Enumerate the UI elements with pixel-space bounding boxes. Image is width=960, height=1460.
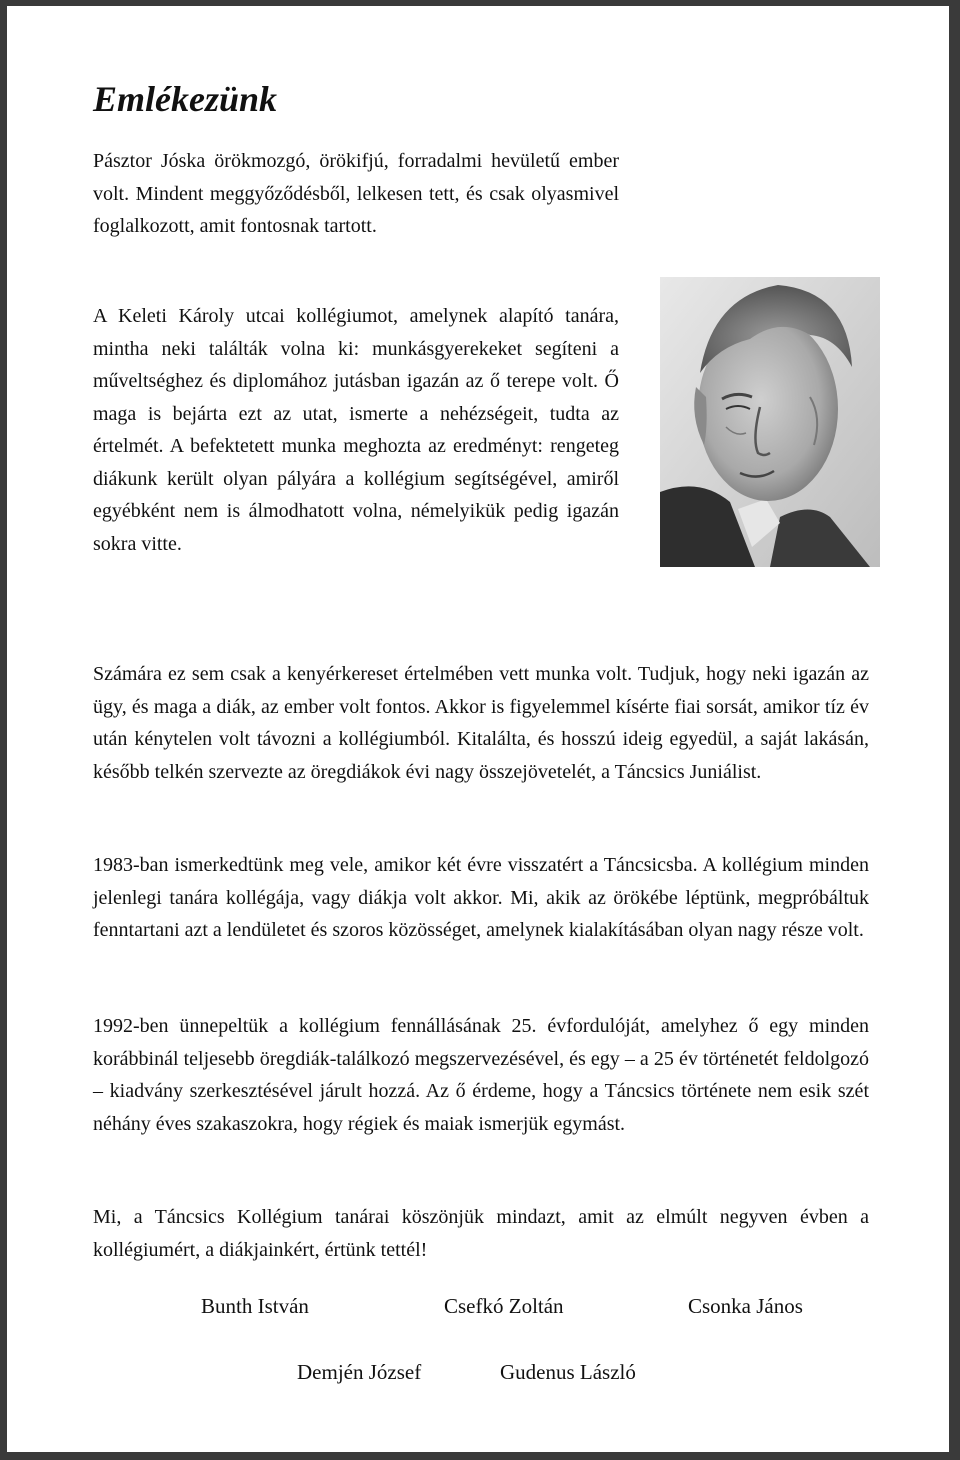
- paragraph-4: 1983-ban ismerkedtünk meg vele, amikor két évre visszatért a Táncsicsba. A kollégium minden jelenlegi tanára kollégája, vagy diákja volt akkor. Mi, akik az örökébe léptünk, megpróbáltuk fenntartani azt a lendületet és szoros közösséget, amelynek kialakításában olyan nagy része volt.: [93, 854, 869, 941]
- signature-name: Demjén József: [297, 1360, 422, 1384]
- paragraph-5: 1992-ben ünnepeltük a kollégium fennállásának 25. évfordulóját, amelyhez ő egy minden korábbinál teljesebb öregdiák-találkozó megszervezésével, és egy – a 25 év történetét feldolgozó – kiadvány szerkesztésével járult hozzá. Az ő érdeme, hogy a Táncsics története nem esik szét néhány éves szakaszokra, hogy régiek és maiak ismerjük egymást.: [93, 1015, 869, 1135]
- paragraph-2: A Keleti Károly utcai kollégiumot, amelynek alapító tanára, mintha neki találták volna ki: munkásgyerekeket segíteni a műveltséghez és diplomához jutásban igazán az ő terepe volt. Ő maga is bejárta ezt az utat, ismerte a nehézségeit, tudta az értelmét. A befektetett munka meghozta az eredményt: rengeteg diákunk került olyan pályára a kollégium segítségével, amiről egyébként nem is álmodhatott volna, némelyikük pedig igazán sokra vitte.: [93, 305, 619, 555]
- paragraph-3: Számára ez sem csak a kenyérkereset értelmében vett munka volt. Tudjuk, hogy neki igazán az ügy, és maga a diák, az ember volt fontos. Akkor is figyelemmel kísérte fiai sorsát, amikor tíz év után kénytelen volt távozni a kollégiumból. Kitalálta, és hosszú ideig egyedül, a saját lakásán, később telkén szervezte az öregdiákok évi nagy összejövetelét, a Táncsics Juniálist.: [93, 663, 869, 783]
- paragraph-1: Pásztor Jóska örökmozgó, örökifjú, forradalmi hevületű ember volt. Mindent meggyőződésből, lelkesen tett, és csak olyasmivel foglalkozott, amit fontosnak tartott.: [93, 150, 619, 237]
- signature-name: Gudenus László: [500, 1360, 636, 1384]
- signature-name: Csonka János: [688, 1294, 803, 1318]
- signature-name: Csefkó Zoltán: [444, 1294, 564, 1318]
- page-title: Emlékezünk: [93, 79, 278, 119]
- document-page: [7, 6, 949, 1452]
- paragraph-6: Mi, a Táncsics Kollégium tanárai köszönjük mindazt, amit az elmúlt negyven évben a kollégiumért, a diákjainkért, értünk tettél!: [93, 1206, 869, 1261]
- signature-name: Bunth István: [201, 1294, 309, 1318]
- portrait-photo: [660, 277, 880, 567]
